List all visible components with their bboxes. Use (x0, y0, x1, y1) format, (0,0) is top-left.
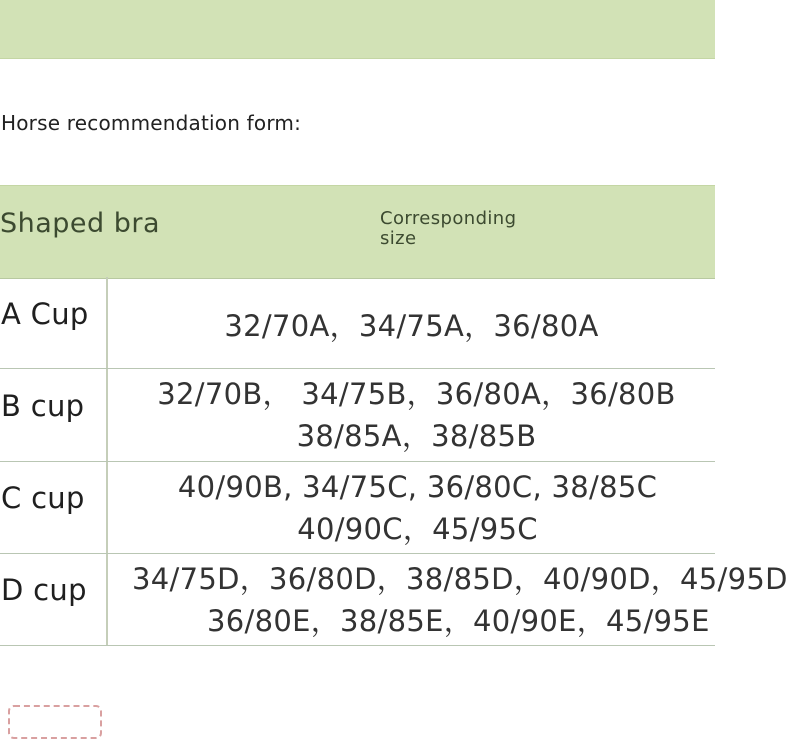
size-line: 34/75D，36/80D，38/85D，40/90D，45/95D (132, 561, 788, 596)
header-shaped-bra: Shaped bra (0, 208, 161, 239)
size-line: 36/80E，38/85E，40/90E，45/95E (207, 603, 710, 638)
size-line: 32/70B， 34/75B，36/80A，36/80B (157, 377, 676, 411)
row-sizes (108, 277, 715, 368)
top-banner (0, 0, 715, 59)
size-line: 40/90B, 34/75C, 36/80C, 38/85C (177, 469, 658, 504)
table-row-a-cup (0, 277, 715, 369)
bottom-decoration (0, 700, 715, 715)
table-header (0, 185, 715, 279)
table-row-d-cup (0, 554, 788, 646)
table-row-c-cup (0, 462, 715, 554)
row-label: B cup (1, 389, 85, 423)
size-line: 32/70A，34/75A，36/80A (224, 308, 599, 343)
row-label: C cup (1, 481, 85, 515)
row-sizes (108, 369, 715, 461)
table-row-b-cup (0, 369, 715, 462)
row-label: A Cup (1, 297, 89, 331)
dashed-frame-icon (8, 705, 102, 739)
row-label: D cup (1, 573, 87, 607)
size-line: 38/85A，38/85B (296, 419, 537, 453)
header-corresponding-size: Corresponding size (380, 208, 517, 249)
row-sizes (108, 462, 715, 553)
size-line: 40/90C，45/95C (297, 511, 538, 546)
row-sizes (108, 554, 788, 645)
intro-text: Horse recommendation form: (1, 111, 302, 135)
